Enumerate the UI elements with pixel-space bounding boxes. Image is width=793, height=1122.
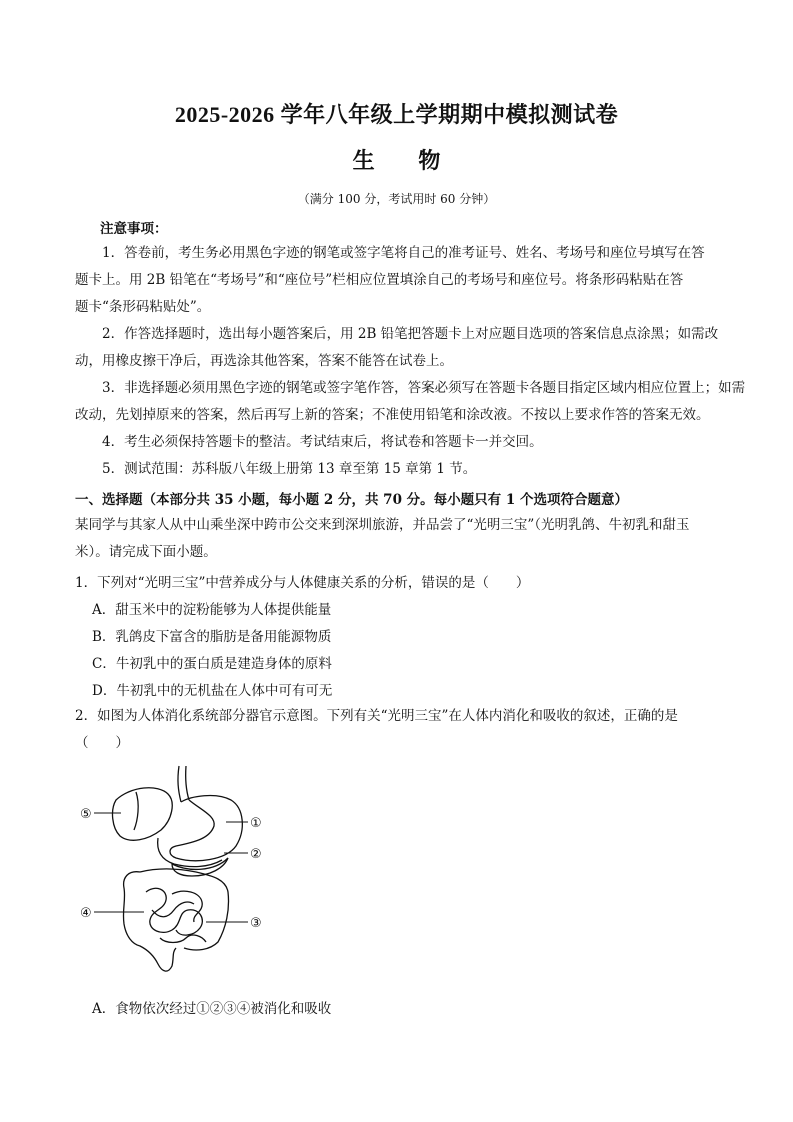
- note-line: 1．答卷前，考生务必用黑色字迹的钢笔或签字笔将自己的准考证号、姓名、考场号和座位号填写在答: [102, 245, 705, 261]
- small-intestine-shape: [146, 888, 202, 935]
- section-heading: 一、选择题（本部分共 35 小题，每小题 2 分，共 70 分。每小题只有 1 个选项符合题意）: [75, 492, 628, 508]
- note-line: 改动，先划掉原来的答案，然后再写上新的答案；不准使用铅笔和涂改液。不按以上要求作答的答案无效。: [75, 407, 710, 423]
- notes-title: 注意事项：: [100, 221, 168, 237]
- subject-title: 生 物: [352, 148, 459, 174]
- diagram-label-5: ⑤: [80, 807, 92, 822]
- question-1-option-b[interactable]: B．乳鸽皮下富含的脂肪是备用能源物质: [92, 629, 332, 645]
- liver-shape: [113, 788, 173, 841]
- notes-list: [75, 240, 746, 483]
- stomach-shape: [170, 796, 242, 861]
- exam-title: 2025-2026 学年八年级上学期期中模拟测试卷: [174, 102, 619, 127]
- question-1-option-a[interactable]: A．甜玉米中的淀粉能够为人体提供能量: [92, 602, 332, 618]
- note-line: 5．测试范围：苏科版八年级上册第 13 章至第 15 章第 1 节。: [102, 461, 477, 477]
- esophagus-shape: [178, 766, 189, 802]
- note-line: 4．考生必须保持答题卡的整洁。考试结束后，将试卷和答题卡一并交回。: [102, 434, 543, 450]
- note-line: 题卡“条形码粘贴处”。: [75, 299, 211, 315]
- question-1-stem: 1．下列对“光明三宝”中营养成分与人体健康关系的分析，错误的是（ ）: [75, 575, 530, 591]
- question-2-stem: [75, 703, 721, 757]
- section-intro: [75, 512, 721, 566]
- question-1-option-d[interactable]: D．牛初乳中的无机盐在人体中可有可无: [92, 683, 333, 699]
- diagram-label-4: ④: [80, 906, 92, 921]
- note-line: 动，用橡皮擦干净后，再选涂其他答案，答案不能答在试卷上。: [75, 353, 453, 369]
- digestive-system-diagram: [76, 760, 276, 980]
- diagram-label-3: ③: [250, 916, 262, 931]
- diagram-label-2: ②: [250, 847, 262, 862]
- question-2-stem-line: （ ）: [75, 735, 129, 751]
- note-line: 题卡上。用 2B 铅笔在“考场号”和“座位号”栏相应位置填涂自己的考场号和座位号。将条形码粘贴在答: [75, 272, 684, 288]
- note-line: 3．非选择题必须用黑色字迹的钢笔或签字笔作答，答案必须写在答题卡各题目指定区域内相应位置上；如需: [102, 380, 746, 396]
- intro-line: 米）。请完成下面小题。: [75, 544, 217, 560]
- question-1-option-c[interactable]: C．牛初乳中的蛋白质是建造身体的原料: [92, 656, 332, 672]
- diagram-label-1: ①: [250, 816, 262, 831]
- exam-info: （满分 100 分，考试用时 60 分钟）: [297, 192, 496, 206]
- intro-line: 某同学与其家人从中山乘坐深中跨市公交来到深圳旅游，并品尝了“光明三宝”（光明乳鸽、牛初乳和甜玉: [75, 517, 690, 533]
- note-line: 2．作答选择题时，选出每小题答案后，用 2B 铅笔把答题卡上对应题目选项的答案信息点涂黑；如需改: [102, 326, 719, 342]
- question-2-stem-line: 2．如图为人体消化系统部分器官示意图。下列有关“光明三宝”在人体内消化和吸收的叙述，正确的是: [75, 708, 678, 724]
- question-2-option-a[interactable]: A．食物依次经过①②③④被消化和吸收: [92, 1001, 332, 1017]
